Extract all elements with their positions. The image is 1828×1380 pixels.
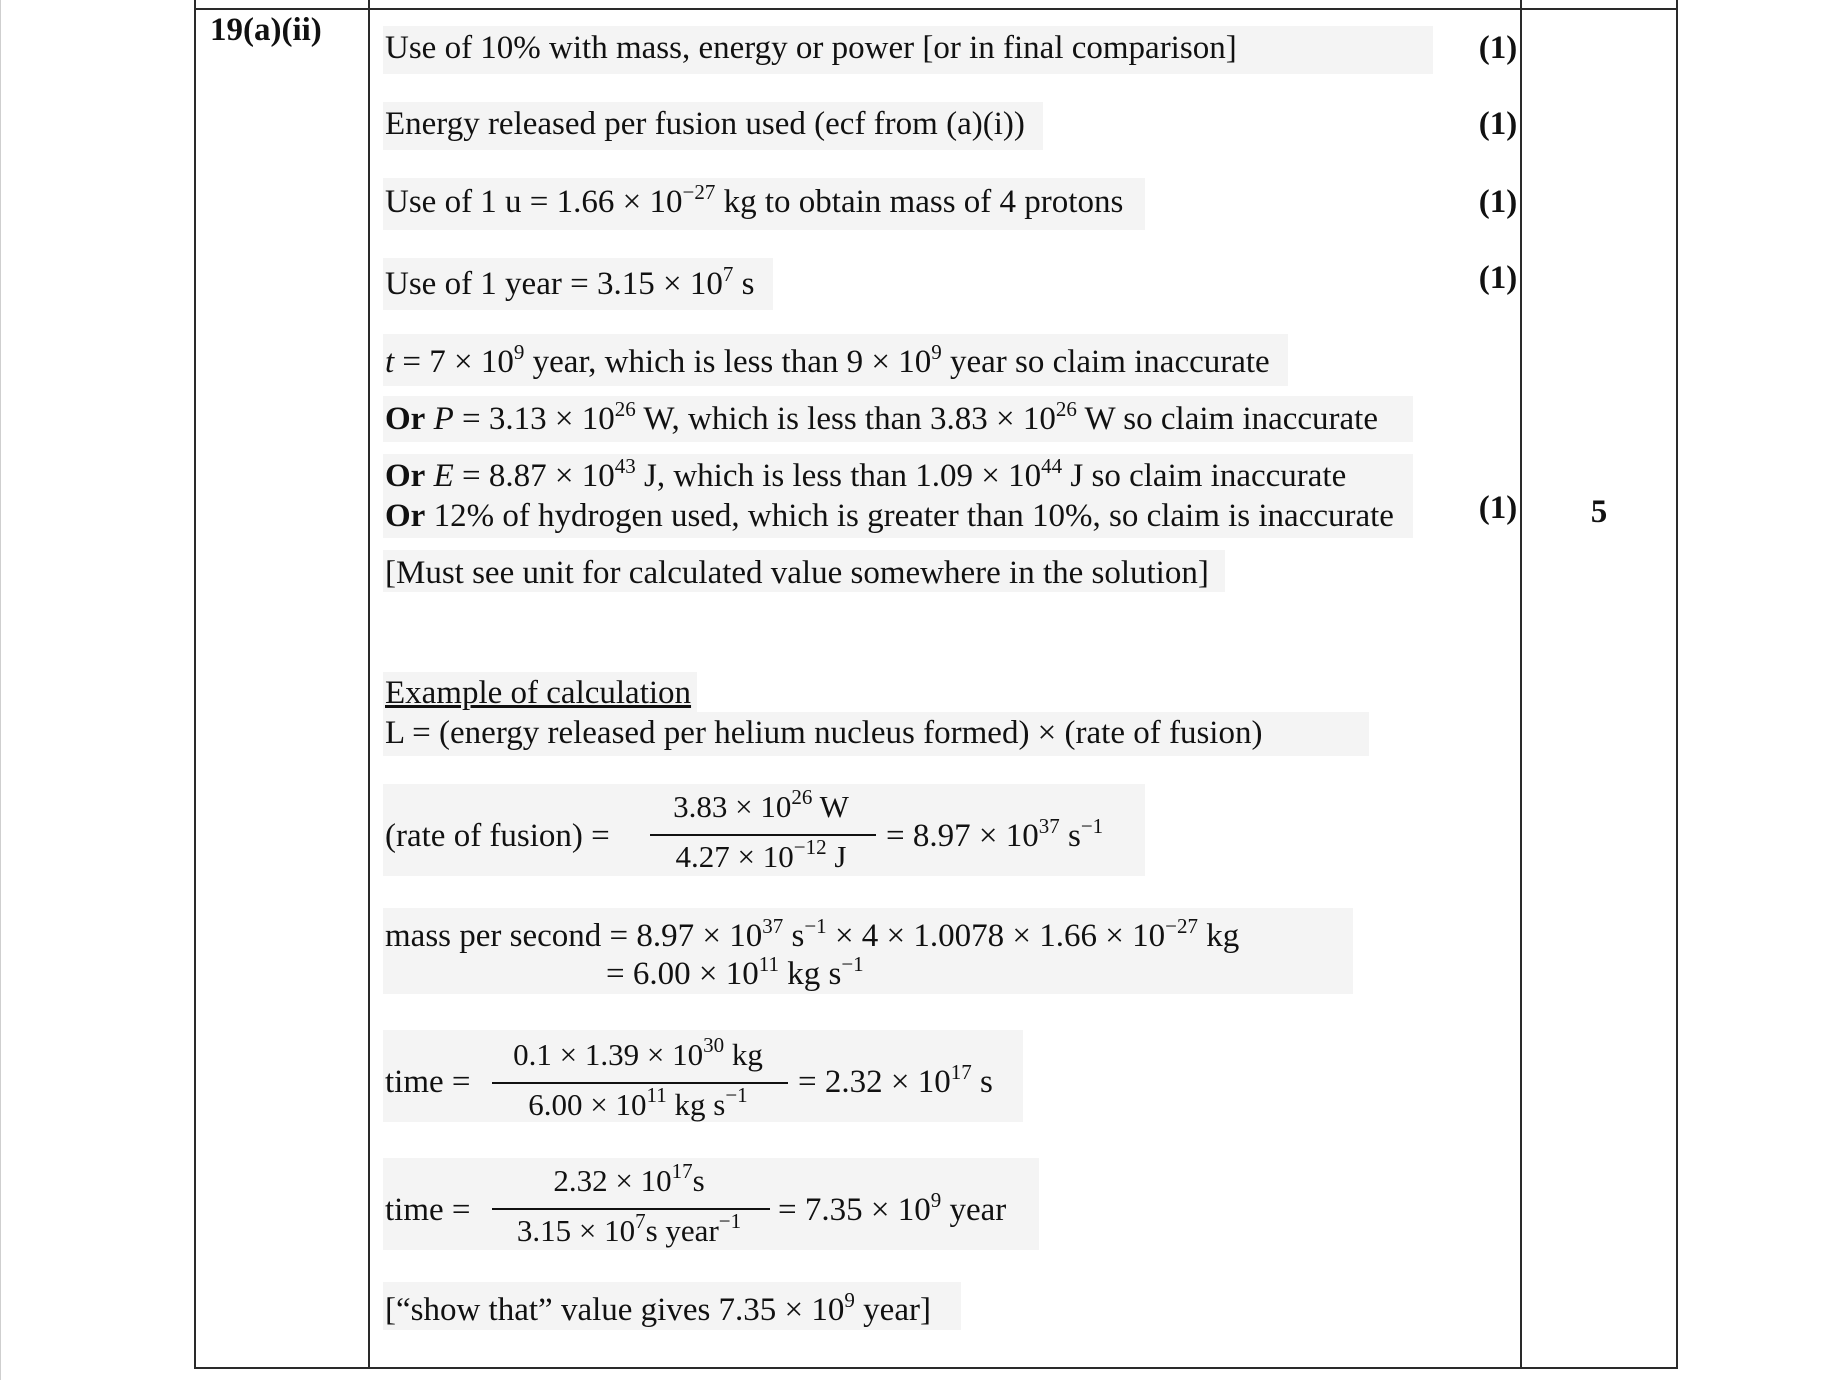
mark-value: (1) (1478, 106, 1518, 142)
rate-numerator: $3.83 \times 10^{26}$ W (673, 785, 849, 824)
mark-value: (1) (1478, 260, 1518, 296)
alternative-line-e: Or $E = 8.87 \times 10^{43}$ J, which is less than $1.09 \times 10^{44}$ J so claim inaccurate (385, 454, 1347, 494)
mark-value: (1) (1478, 490, 1518, 526)
unit-note: [Must see unit for calculated value somewhere in the solution] (385, 555, 1209, 591)
marking-point: Use of 10% with mass, energy or power [or in final comparison] (385, 30, 1237, 66)
time-label: time = (385, 1192, 471, 1228)
alternative-line-t: $t = 7 \times 10^9$ year, which is less than $9 \times 10^9$ year so claim inaccurate (385, 340, 1270, 380)
mass-per-second-line-1: mass per second = $8.97 \times 10^{37}$ $s^{-1} \times 4 \times 1.0078 \times 1.66 \times 10^{-27}$ kg (385, 914, 1240, 954)
column-divider-question (368, 0, 370, 1369)
time-label: time = (385, 1064, 471, 1100)
luminosity-equation: L = (energy released per helium nucleus formed) × (rate of fusion) (385, 715, 1263, 751)
example-heading: Example of calculation (385, 675, 692, 711)
table-right-border (1676, 0, 1678, 1369)
marking-point: Energy released per fusion used (ecf from (a)(i)) (385, 106, 1025, 142)
table-bottom-border (194, 1367, 1678, 1369)
time2-denominator: $3.15 \times 10^7s$ year$^{-1}$ (516, 1209, 742, 1248)
mass-per-second-line-2: = $6.00 \times 10^{11}$ kg $s^{-1}$ (606, 952, 864, 992)
alternative-line-p: Or $P = 3.13 \times 10^{26}$ W, which is less than $3.83 \times 10^{26}$ W so claim inaccurate (385, 397, 1379, 437)
marking-point: Use of 1 $u = 1.66 \times 10^{-27}$ kg to obtain mass of 4 protons (385, 180, 1124, 220)
total-marks: 5 (1590, 494, 1608, 530)
alternative-line-hydrogen: Or 12% of hydrogen used, which is greater than 10%, so claim is inaccurate (385, 498, 1394, 534)
rate-denominator: $4.27 \times 10^{-12}$ J (675, 835, 847, 874)
page-left-edge (0, 0, 1, 1380)
time2-result: = $7.35 \times 10^9$ year (778, 1188, 1007, 1228)
rate-result: = $8.97 \times 10^{37}$ $s^{-1}$ (886, 814, 1104, 854)
mark-value: (1) (1478, 184, 1518, 220)
mark-value: (1) (1478, 30, 1518, 66)
time1-result: = $2.32 \times 10^{17}$ s (798, 1060, 993, 1100)
show-that-note: [“show that” value gives $7.35 \times 10^9$ year] (385, 1288, 931, 1328)
question-number: 19(a)(ii) (210, 12, 322, 48)
time1-denominator: $6.00 \times 10^{11}$ kg $s^{-1}$ (528, 1083, 748, 1122)
fraction-bar (650, 834, 876, 836)
time1-numerator: $0.1 \times 1.39 \times 10^{30}$ kg (513, 1033, 763, 1072)
table-top-border (194, 8, 1678, 10)
time2-numerator: $2.32 \times 10^{17}s$ (553, 1159, 705, 1198)
rate-of-fusion-label: (rate of fusion) = (385, 818, 610, 854)
table-left-border (194, 0, 196, 1369)
marking-point: Use of 1 year = $3.15 \times 10^7$ s (385, 262, 755, 302)
